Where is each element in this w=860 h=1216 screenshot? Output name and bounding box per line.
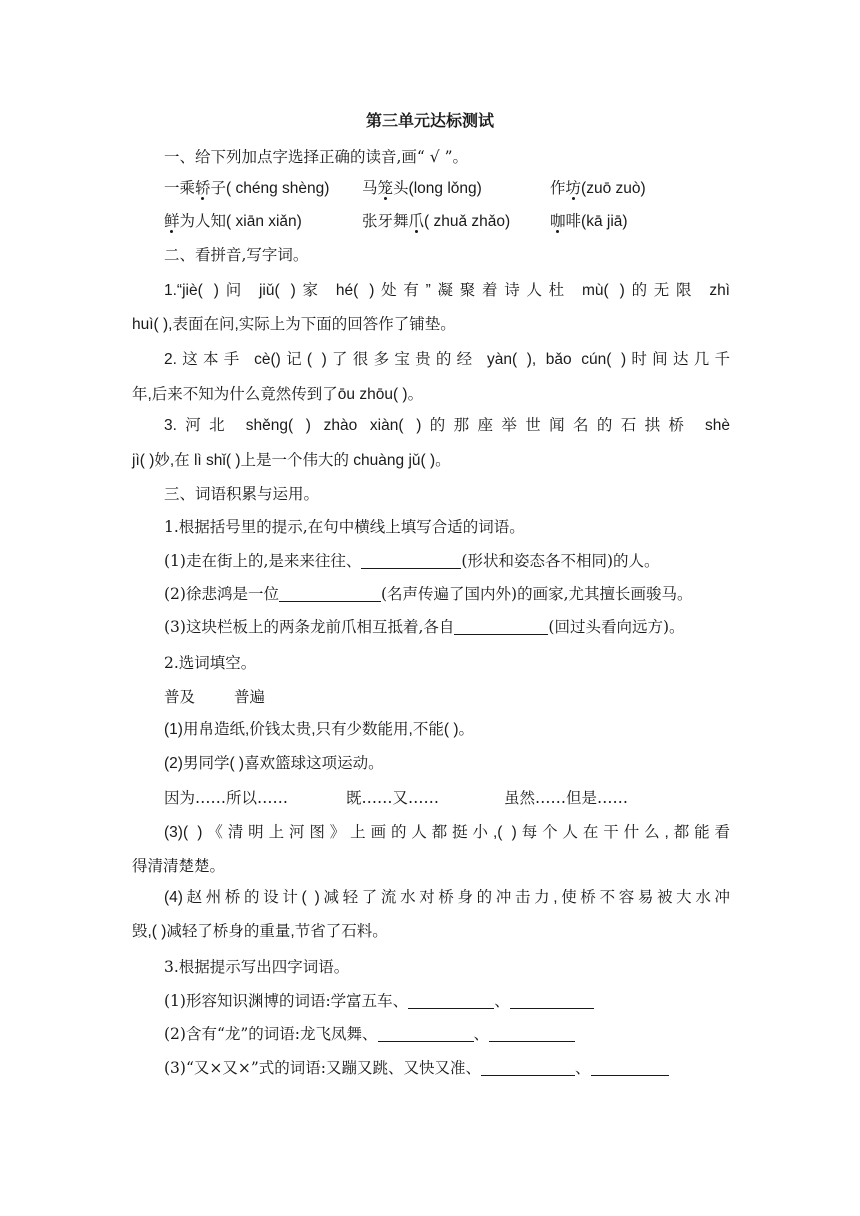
choice-q1: (1)用帛造纸,价钱太贵,只有少数能用,不能( )。 bbox=[164, 721, 474, 738]
idiom-q3: (3)“又×又×”式的词语:又蹦又跳、又快又准、 、 bbox=[164, 1057, 730, 1079]
pinyin-q2-line-1: 2.这本手 cè()记( )了很多宝贵的经 yàn( ), bǎo cún( )时间达几千 bbox=[164, 351, 730, 368]
answer-blank[interactable] bbox=[481, 1059, 575, 1076]
pronunciation-item: 鲜为人知( xiān xiǎn) bbox=[164, 212, 302, 230]
pinyin-q3-line-2: jì( )妙,在 lì shǐ( )上是一个伟大的 chuàng jǔ( )。 bbox=[132, 452, 451, 469]
pinyin-q2-line-2: 年,后来不知为什么竟然传到了ōu zhōu( )。 bbox=[132, 386, 424, 403]
pinyin-q1-line-1: 1.“jiè( )问 jiǔ( )家 hé( )处有”凝聚着诗人杜 mù( )的无限 zhì bbox=[164, 282, 730, 299]
part-2-intro: 2.选词填空。 bbox=[164, 654, 257, 672]
answer-blank[interactable] bbox=[408, 992, 494, 1009]
choice-q2: (2)男同学( )喜欢篮球这项运动。 bbox=[164, 755, 384, 772]
part-3-intro: 3.根据提示写出四字词语。 bbox=[164, 958, 350, 976]
choice-q3-line-2: 得清清楚楚。 bbox=[132, 857, 226, 875]
idiom-q1: (1)形容知识渊博的词语:学富五车、 、 bbox=[164, 990, 730, 1012]
pronunciation-item: 作坊(zuō zuò) bbox=[550, 179, 646, 197]
choice-q4-line-2: 毁,( )减轻了桥身的重量,节省了石料。 bbox=[132, 923, 388, 940]
choice-q4-line-1: (4)赵州桥的设计( )减轻了流水对桥身的冲击力,使桥不容易被大水冲 bbox=[164, 889, 730, 906]
pinyin-q3-line-1: 3.河北 shěng( ) zhào xiàn( )的那座举世闻名的石拱桥 shè bbox=[164, 417, 730, 434]
fill-blank-q1: (1)走在街上的,是来来往往、 (形状和姿态各不相同)的人。 bbox=[164, 552, 660, 570]
pronunciation-item: 一乘轿子( chéng shèng) bbox=[164, 179, 330, 197]
answer-blank[interactable] bbox=[489, 1025, 575, 1042]
answer-blank[interactable] bbox=[591, 1059, 669, 1076]
answer-blank[interactable] bbox=[361, 552, 461, 569]
word-choice: 普及 bbox=[164, 688, 196, 706]
pronunciation-item: 咖啡(kā jiā) bbox=[550, 212, 628, 230]
fill-blank-q3: (3)这块栏板上的两条龙前爪相互抵着,各自 (回过头看向远方)。 bbox=[164, 618, 685, 636]
pronunciation-item: 张牙舞爪( zhuǎ zhǎo) bbox=[362, 212, 511, 230]
answer-blank[interactable] bbox=[454, 618, 548, 635]
part-1-intro: 1.根据括号里的提示,在句中横线上填写合适的词语。 bbox=[164, 518, 525, 536]
section-3-heading: 三、词语积累与运用。 bbox=[164, 485, 320, 503]
section-2-heading: 二、看拼音,写字词。 bbox=[164, 246, 309, 264]
page-title: 第三单元达标测试 bbox=[365, 111, 494, 130]
pronunciation-item: 马笼头(long lǒng) bbox=[362, 179, 482, 197]
word-choice: 因为……所以…… bbox=[164, 789, 289, 807]
word-choice: 普遍 bbox=[234, 688, 266, 706]
word-choice: 虽然……但是…… bbox=[504, 789, 629, 807]
pinyin-q1-line-2: huì( ),表面在问,实际上为下面的回答作了铺垫。 bbox=[132, 316, 456, 333]
fill-blank-q2: (2)徐悲鸿是一位 (名声传遍了国内外)的画家,尤其擅长画骏马。 bbox=[164, 585, 693, 603]
answer-blank[interactable] bbox=[510, 992, 594, 1009]
answer-blank[interactable] bbox=[378, 1025, 474, 1042]
idiom-q2: (2)含有“龙”的词语:龙飞凤舞、 、 bbox=[164, 1023, 730, 1045]
answer-blank[interactable] bbox=[279, 585, 381, 602]
choice-q3-line-1: (3)( )《清明上河图》上画的人都挺小,( )每个人在干什么,都能看 bbox=[164, 824, 730, 841]
section-1-heading: 一、给下列加点字选择正确的读音,画“ √ ”。 bbox=[164, 148, 469, 166]
word-choice: 既……又…… bbox=[346, 789, 440, 807]
